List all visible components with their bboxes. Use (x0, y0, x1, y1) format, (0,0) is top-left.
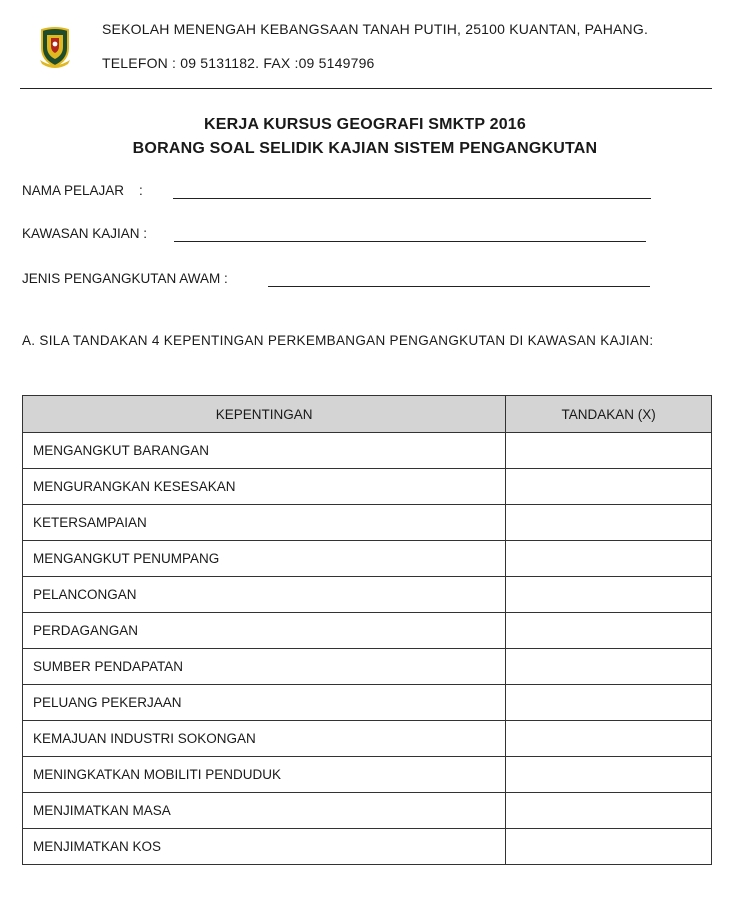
field-kawasan-label: KAWASAN KAJIAN : (22, 226, 148, 241)
kepentingan-item: SUMBER PENDAPATAN (23, 649, 506, 685)
table-header-row (23, 396, 712, 433)
tandakan-cell[interactable] (506, 757, 712, 793)
tandakan-cell[interactable] (506, 685, 712, 721)
letterhead-divider (20, 88, 712, 89)
kepentingan-item: MENGURANGKAN KESESAKAN (23, 469, 506, 505)
kepentingan-item: MENGANGKUT BARANGAN (23, 433, 506, 469)
table-row (23, 469, 712, 505)
field-nama-label: NAMA PELAJAR : (22, 183, 143, 198)
kepentingan-item: KETERSAMPAIAN (23, 505, 506, 541)
document-subtitle: BORANG SOAL SELIDIK KAJIAN SISTEM PENGANGKUTAN (132, 140, 598, 157)
field-kawasan-line[interactable] (174, 241, 646, 242)
table-row (23, 613, 712, 649)
school-crest-icon (38, 26, 72, 68)
field-kawasan-kajian (22, 226, 147, 241)
tandakan-cell[interactable] (506, 829, 712, 865)
table-row (23, 721, 712, 757)
field-nama-line[interactable] (173, 198, 651, 199)
field-jenis-line[interactable] (268, 286, 650, 287)
kepentingan-item: MENINGKATKAN MOBILITI PENDUDUK (23, 757, 506, 793)
field-jenis-label: JENIS PENGANGKUTAN AWAM : (22, 271, 228, 286)
kepentingan-item: KEMAJUAN INDUSTRI SOKONGAN (23, 721, 506, 757)
letterhead (0, 0, 730, 90)
kepentingan-item: MENJIMATKAN MASA (23, 793, 506, 829)
field-jenis-pengangkutan (22, 271, 228, 286)
tandakan-cell[interactable] (506, 649, 712, 685)
kepentingan-item: PELANCONGAN (23, 577, 506, 613)
tandakan-cell[interactable] (506, 577, 712, 613)
table-row (23, 433, 712, 469)
kepentingan-item: MENJIMATKAN KOS (23, 829, 506, 865)
section-a-instruction: A. SILA TANDAKAN 4 KEPENTINGAN PERKEMBANGAN PENGANGKUTAN DI KAWASAN KAJIAN: (22, 333, 654, 348)
tandakan-cell[interactable] (506, 505, 712, 541)
school-contact: TELEFON : 09 5131182. FAX :09 5149796 (102, 55, 375, 71)
school-name: SEKOLAH MENENGAH KEBANGSAAN TANAH PUTIH, 25100 KUANTAN, PAHANG. (102, 21, 649, 37)
table-row (23, 541, 712, 577)
table-row (23, 577, 712, 613)
kepentingan-table (22, 395, 712, 865)
table-row (23, 649, 712, 685)
table-row (23, 829, 712, 865)
tandakan-cell[interactable] (506, 613, 712, 649)
tandakan-cell[interactable] (506, 469, 712, 505)
tandakan-cell[interactable] (506, 793, 712, 829)
table-row (23, 505, 712, 541)
tandakan-cell[interactable] (506, 541, 712, 577)
tandakan-cell[interactable] (506, 433, 712, 469)
field-nama-pelajar (22, 183, 143, 198)
table-row (23, 685, 712, 721)
kepentingan-item: PELUANG PEKERJAAN (23, 685, 506, 721)
col-header-tandakan: TANDAKAN (X) (506, 396, 712, 433)
tandakan-cell[interactable] (506, 721, 712, 757)
table-row (23, 757, 712, 793)
kepentingan-item: PERDAGANGAN (23, 613, 506, 649)
table-row (23, 793, 712, 829)
kepentingan-item: MENGANGKUT PENUMPANG (23, 541, 506, 577)
document-title: KERJA KURSUS GEOGRAFI SMKTP 2016 (203, 116, 527, 133)
col-header-kepentingan: KEPENTINGAN (23, 396, 506, 433)
